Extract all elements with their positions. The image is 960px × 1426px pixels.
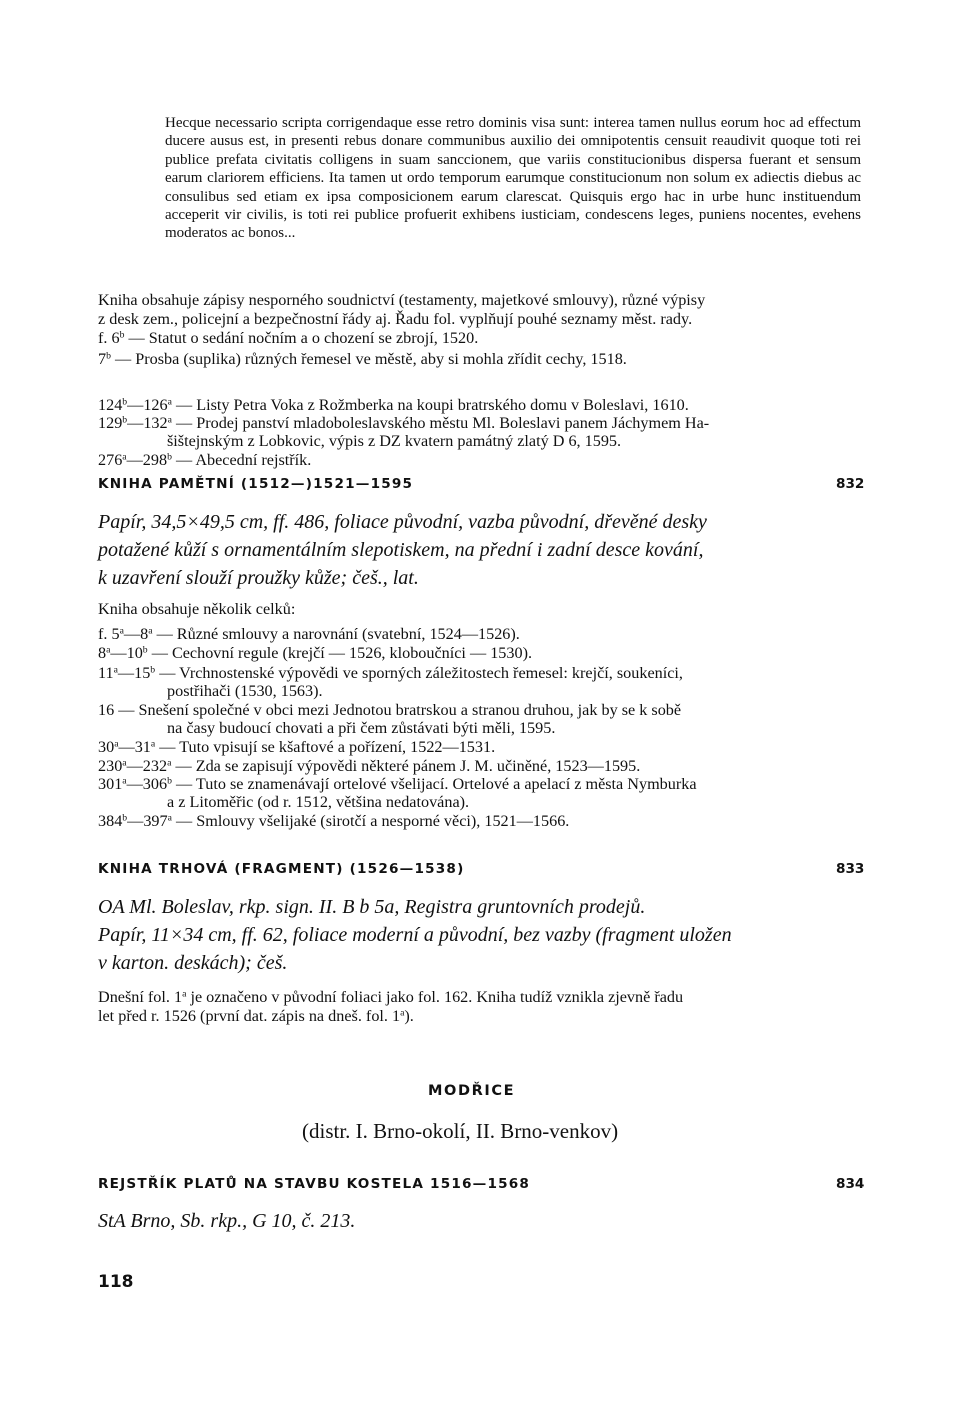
place-district: (distr. I. Brno-okolí, II. Brno-venkov)	[302, 1119, 619, 1143]
section832-entry-1: f. 5$^a$—8$^a$ — Různé smlouvy a narovnání (svatební, 1524—1526).	[98, 625, 520, 643]
page-number: 118	[98, 1272, 134, 1292]
number-832: 832	[836, 476, 865, 492]
desc-833-line1: OA Ml. Boleslav, rkp. sign. II. B b 5a, Registra gruntovních prodejů.	[98, 896, 646, 918]
place-name: MODŘICE	[428, 1083, 516, 1099]
heading-833: KNIHA TRHOVÁ (FRAGMENT) (1526—1538)	[98, 861, 465, 877]
section833-note-line1: Dnešní fol. 1$^a$ je označeno v původní foliaci jako fol. 162. Kniha tudíž vznikla zjevně řadu	[98, 988, 684, 1006]
desc-833-line2: Papír, 11×34 cm, ff. 62, foliace moderní a původní, bez vazby (fragment uložen	[98, 924, 732, 946]
heading-832: KNIHA PAMĚTNÍ (1512—)1521—1595	[98, 476, 414, 492]
section832-entry-6: 230$^a$—232$^a$ — Zda se zapisují výpovědi některé pánem J. M. učiněné, 1523—1595.	[98, 757, 641, 775]
desc-833-line3: v karton. deskách); češ.	[98, 952, 288, 974]
book1-entry-1: f. 6$^b$ — Statut o sedání nočním a o chození se zbrojí, 1520.	[98, 329, 479, 347]
book1-intro-line1: Kniha obsahuje zápisy nesporného soudnictví (testamenty, majetkové smlouvy), různé výpisy	[98, 291, 706, 309]
desc-832-line1: Papír, 34,5×49,5 cm, ff. 486, foliace původní, vazba původní, dřevěné desky	[98, 511, 707, 533]
section832-entry-4: 16 — Snešení společné v obci mezi Jednotou bratrskou a stranou druhou, jak by se k sobě	[98, 701, 682, 719]
section832-entry-8: 384$^b$—397$^a$ — Smlouvy všelijaké (sirotčí a nesporné věci), 1521—1566.	[98, 812, 570, 830]
section832-entry-4-cont: na časy budoucí chovati a při čem zůstávati býti měli, 1595.	[167, 719, 556, 737]
number-833: 833	[836, 861, 865, 877]
desc-832-line3: k uzavření slouží proužky kůže; češ., lat.	[98, 567, 419, 589]
book1-entry-4: 129$^b$—132$^a$ — Prodej panství mladoboleslavského městu Ml. Boleslavi panem Jáchymem Ha-	[98, 414, 710, 432]
section832-entry-3-cont: postřihači (1530, 1563).	[167, 682, 323, 700]
heading-834: REJSTŘÍK PLATŮ NA STAVBU KOSTELA 1516—1568	[98, 1176, 531, 1192]
book1-entry-5: 276$^a$—298$^b$ — Abecední rejstřík.	[98, 451, 312, 469]
section832-entry-7-cont: a z Litoměřic (od r. 1512, většina nedatována).	[167, 793, 470, 811]
latin-intro-paragraph: Hecque necessario scripta corrigendaque esse retro dominis visa sunt: interea tamen nullus eorum hoc ad effectum ducere ausus est, in presenti rebus donare communibus auxilio dei omnipotentis censuit reaudivit quoque toti rei publice prefata civitatis colligens in suam sanccionem, que variis constitucionibus dispersa fuerant et sensum earum clariorem efficiens. Ita tamen ut ordo temporum earumque constitucionum non solum ex adiectis diebus ac consulibus sed etiam ex ipsa composicionem earum clarescat. Quisquis ergo hac in urbe hunc instituendum acceperit vir civilis, is toti rei publice profuerit exhibens iusticiam, condescens leges, puniens nocentes, evehens moderatos ac bonos...	[165, 115, 861, 242]
book1-entry-3: 124$^b$—126$^a$ — Listy Petra Voka z Rožmberka na koupi bratrského domu v Boleslavi, 1610.	[98, 396, 689, 414]
section833-note-line2: let před r. 1526 (první dat. zápis na dneš. fol. 1$^a$).	[98, 1007, 414, 1025]
section832-entry-3: 11$^a$—15$^b$ — Vrchnostenské výpovědi ve sporných záležitostech řemesel: krejčí, soukeníci,	[98, 664, 683, 682]
book1-intro-line2: z desk zem., policejní a bezpečnostní řády aj. Řadu fol. vyplňují pouhé seznamy měst. rady.	[98, 310, 693, 328]
section832-intro: Kniha obsahuje několik celků:	[98, 600, 296, 618]
number-834: 834	[836, 1176, 865, 1192]
desc-832-line2: potažené kůží s ornamentálním slepotiskem, na přední i zadní desce kování,	[98, 539, 704, 561]
section832-entry-2: 8$^a$—10$^b$ — Cechovní regule (krejčí — 1526, kloboučníci — 1530).	[98, 644, 533, 662]
desc-834: StA Brno, Sb. rkp., G 10, č. 213.	[98, 1210, 356, 1232]
section832-entry-7: 301$^a$—306$^b$ — Tuto se znamenávají ortelové všelijací. Ortelové a apelací z města Nymburka	[98, 775, 697, 793]
section832-entry-5: 30$^a$—31$^a$ — Tuto vpisují se kšaftové a pořízení, 1522—1531.	[98, 738, 496, 756]
book1-entry-2: 7$^b$ — Prosba (suplika) různých řemesel ve městě, aby si mohla zřídit cechy, 1518.	[98, 350, 627, 368]
book1-entry-4-cont: šištejnským z Lobkovic, výpis z DZ kvatern památný zlatý D 6, 1595.	[167, 432, 622, 450]
